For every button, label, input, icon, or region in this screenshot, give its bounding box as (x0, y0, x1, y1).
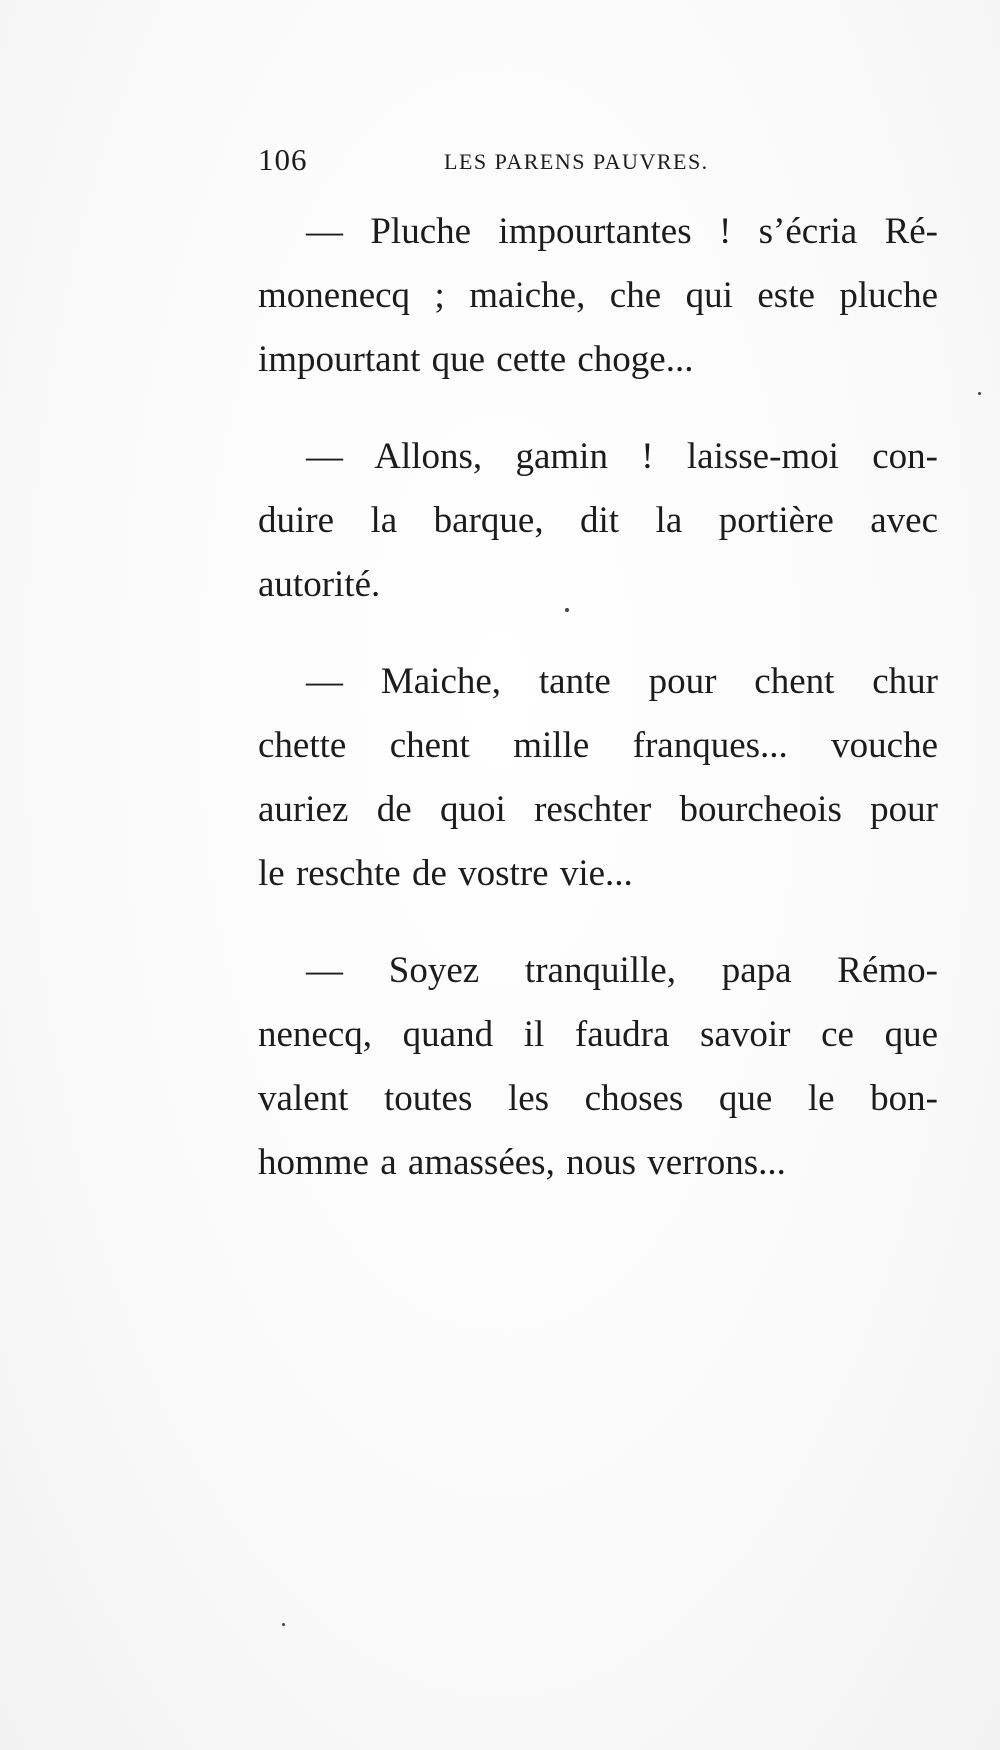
text-line: monenecq ; maiche, che qui este pluche (258, 275, 938, 316)
text-line: impourtant que cette choge... (258, 339, 694, 380)
paragraph-1 (258, 200, 938, 392)
running-head (258, 142, 778, 182)
text-line: — Maiche, tante pour chent chur (306, 661, 938, 702)
paper-speck (282, 1623, 285, 1626)
body-text (258, 200, 938, 1195)
text-line: autorité. (258, 564, 381, 605)
text-line: homme a amassées, nous verrons... (258, 1142, 786, 1183)
text-line: auriez de quoi reschter bourcheois pour (258, 789, 938, 830)
paper-speck (978, 392, 981, 395)
text-line: nenecq, quand il faudra savoir ce que (258, 1014, 938, 1055)
text-line: duire la barque, dit la portière avec (258, 500, 938, 541)
text-line: valent toutes les choses que le bon- (258, 1078, 938, 1119)
text-line: — Soyez tranquille, papa Rémo- (306, 950, 938, 991)
paragraph-2 (258, 425, 938, 617)
text-line: — Pluche impourtantes ! s’écria Ré- (306, 211, 938, 252)
paper-speck (565, 608, 569, 612)
text-line: — Allons, gamin ! laisse-moi con- (306, 436, 938, 477)
paragraph-3 (258, 650, 938, 906)
text-line: le reschte de vostre vie... (258, 853, 633, 894)
running-title: LES PARENS PAUVRES. (444, 149, 709, 174)
paragraph-4 (258, 939, 938, 1195)
text-line: chette chent mille franques... vouche (258, 725, 938, 766)
page-number: 106 (258, 142, 308, 177)
